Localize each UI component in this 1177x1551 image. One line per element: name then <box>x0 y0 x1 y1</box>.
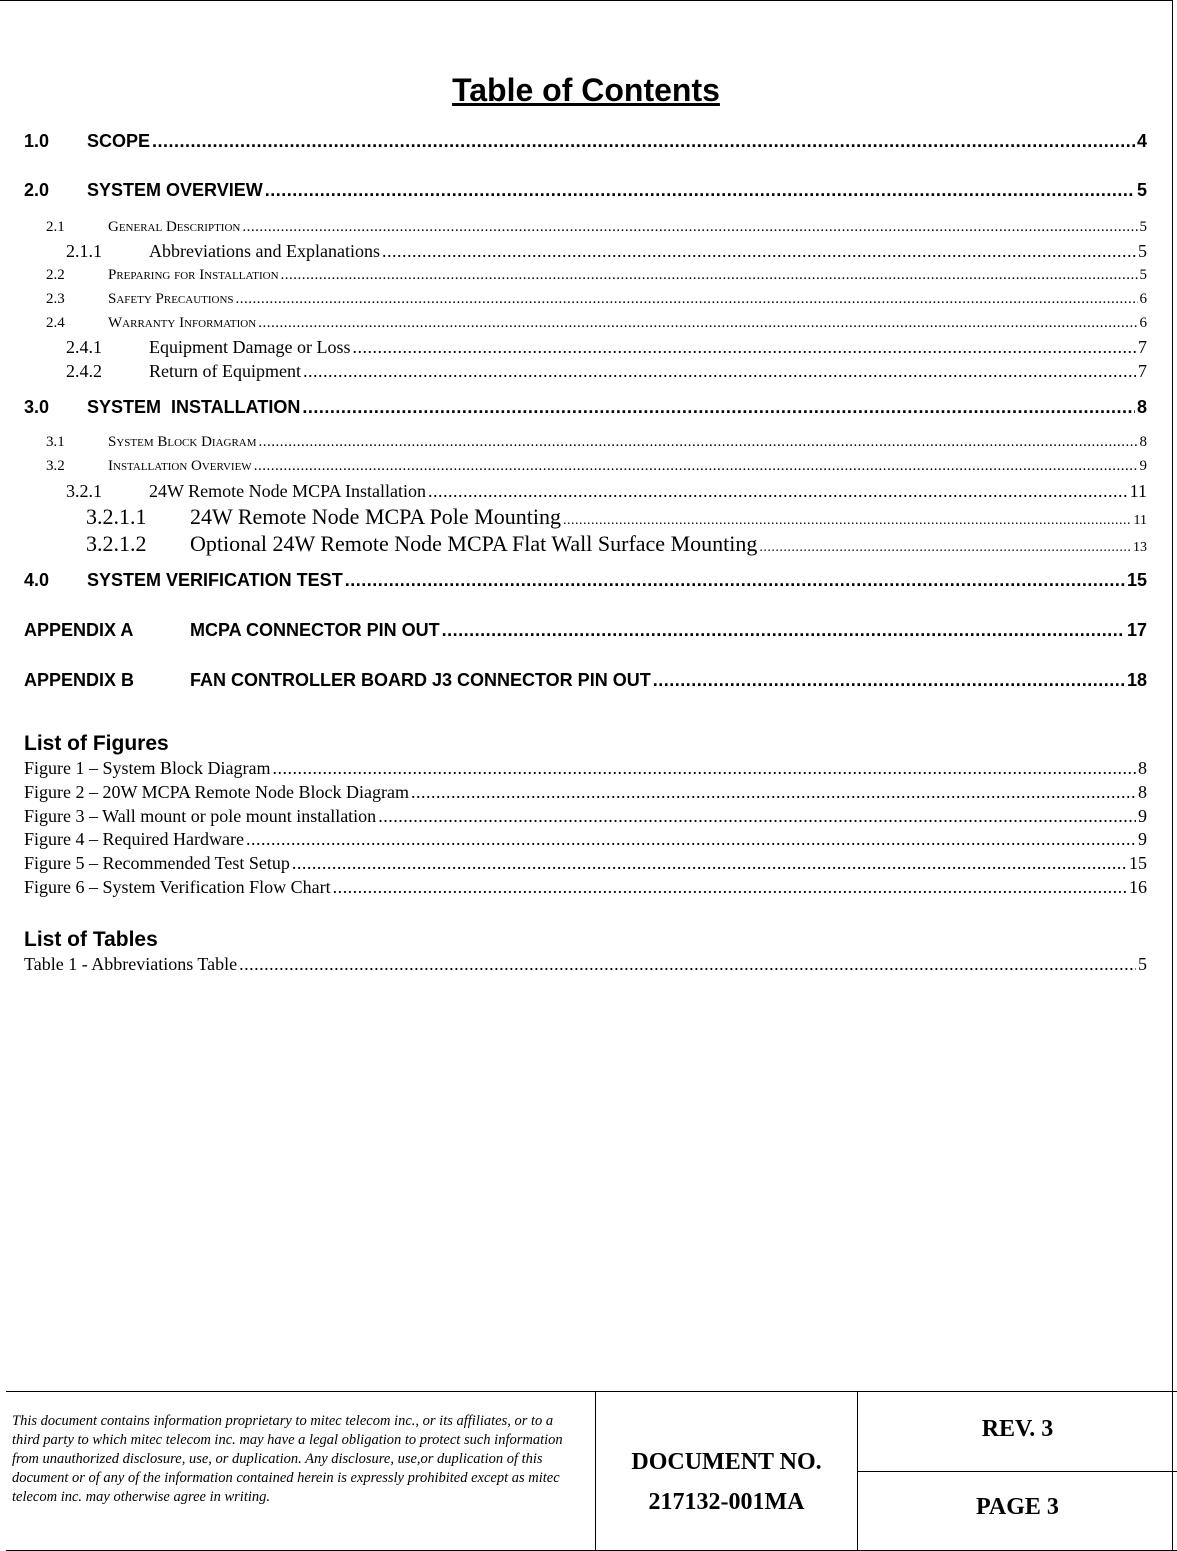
toc-page: 7 <box>1138 337 1147 357</box>
toc-number: 2.1 <box>46 219 65 235</box>
toc-number: 3.1 <box>46 434 65 450</box>
toc-page: 7 <box>1138 361 1147 381</box>
toc-page: 5 <box>1136 180 1147 200</box>
toc-title: Abbreviations and Explanations <box>149 241 380 261</box>
toc-number: APPENDIX B <box>24 670 135 690</box>
toc-leader <box>442 620 1125 641</box>
toc-entry-appendix-a[interactable] <box>24 620 1147 641</box>
toc-page: 11 <box>1129 481 1147 501</box>
toc-leader <box>242 219 1137 236</box>
toc-title: Safety Precautions <box>108 291 234 307</box>
toc-entry-system-installation[interactable] <box>24 397 1147 418</box>
toc-leader <box>272 758 1136 779</box>
figure-title: Figure 1 – System Block Diagram <box>24 758 271 778</box>
toc-leader <box>428 481 1128 502</box>
figure-entry[interactable] <box>24 853 1147 874</box>
page-number: PAGE 3 <box>976 1494 1059 1520</box>
toc-page: 6 <box>1139 291 1147 307</box>
toc-number: 4.0 <box>24 570 50 590</box>
toc-number: 3.2 <box>46 458 65 474</box>
toc-number: 2.4.2 <box>66 361 102 381</box>
toc-number: 1.0 <box>24 131 50 151</box>
toc-entry-return-equipment[interactable] <box>24 361 1147 382</box>
toc-page: 5 <box>1139 219 1147 235</box>
toc-entry-preparing-installation[interactable] <box>24 267 1147 284</box>
toc-number: 3.2.1 <box>66 481 102 501</box>
toc-leader <box>563 513 1132 529</box>
toc-entry-general-description[interactable] <box>24 219 1147 236</box>
table-title: Table 1 - Abbreviations Table <box>24 954 238 974</box>
toc-title: Installation Overview <box>108 458 252 474</box>
page-border-top <box>0 0 1173 1</box>
toc-leader <box>236 291 1138 308</box>
toc-entry-system-block-diagram[interactable] <box>24 434 1147 451</box>
toc-leader <box>258 315 1137 332</box>
toc-leader <box>281 267 1138 284</box>
toc-leader <box>653 670 1125 691</box>
toc-title: General Description <box>108 219 241 235</box>
toc-leader <box>254 458 1138 475</box>
toc-entry-mcpa-installation[interactable] <box>24 481 1147 502</box>
figure-page: 9 <box>1138 829 1147 849</box>
figure-title: Figure 4 – Required Hardware <box>24 829 244 849</box>
footer-divider <box>857 1471 1177 1472</box>
figure-page: 15 <box>1129 853 1147 873</box>
toc-number: 2.0 <box>24 180 50 200</box>
toc-page: 13 <box>1133 540 1147 555</box>
toc-title: Preparing for Installation <box>108 267 279 283</box>
toc-page: 8 <box>1136 397 1147 417</box>
figure-title: Figure 3 – Wall mount or pole mount installation <box>24 806 377 826</box>
toc-page: 15 <box>1126 570 1147 590</box>
toc-number: 2.3 <box>46 291 65 307</box>
toc-leader <box>265 180 1135 201</box>
toc-page: 17 <box>1126 620 1147 640</box>
toc-leader <box>302 397 1135 418</box>
toc-page: 6 <box>1139 315 1147 331</box>
toc-page: 11 <box>1133 513 1147 528</box>
table-entry[interactable] <box>24 954 1147 975</box>
toc-leader <box>239 954 1136 975</box>
toc-title: SYSTEM OVERVIEW <box>87 180 263 200</box>
toc-leader <box>246 829 1136 850</box>
toc-number: 2.1.1 <box>66 241 102 261</box>
toc-page: 5 <box>1139 267 1147 283</box>
page-title: Table of Contents <box>452 72 720 108</box>
figure-title: Figure 2 – 20W MCPA Remote Node Block Diagram <box>24 782 409 802</box>
toc-number: APPENDIX A <box>24 620 134 640</box>
document-number-block <box>596 1442 857 1522</box>
toc-leader <box>352 337 1136 358</box>
toc-leader <box>292 853 1127 874</box>
revision: REV. 3 <box>981 1416 1054 1442</box>
figure-entry[interactable] <box>24 829 1147 850</box>
figure-page: 16 <box>1129 877 1147 897</box>
toc-entry-safety-precautions[interactable] <box>24 291 1147 308</box>
figure-entry[interactable] <box>24 806 1147 827</box>
toc-entry-wall-mounting[interactable] <box>24 531 1147 557</box>
list-of-figures-heading: List of Figures <box>24 732 169 755</box>
list-of-tables-heading: List of Tables <box>24 928 158 951</box>
toc-entry-pole-mounting[interactable] <box>24 504 1147 530</box>
figure-page: 8 <box>1138 782 1147 802</box>
document-number: 217132-001MA <box>648 1489 805 1515</box>
toc-leader <box>411 782 1136 803</box>
toc-title: System Block Diagram <box>108 434 257 450</box>
toc-page: 5 <box>1138 241 1147 261</box>
toc-page: 4 <box>1136 131 1147 151</box>
toc-entry-system-overview[interactable] <box>24 180 1147 201</box>
toc-leader <box>378 806 1136 827</box>
toc-title: MCPA CONNECTOR PIN OUT <box>190 620 440 640</box>
toc-number: 2.4.1 <box>66 337 102 357</box>
toc-number: 3.2.1.2 <box>86 531 147 556</box>
page-border-right <box>1172 0 1173 1550</box>
figure-page: 9 <box>1138 806 1147 826</box>
toc-entry-abbreviations[interactable] <box>24 241 1147 262</box>
toc-leader <box>333 877 1127 898</box>
toc-entry-warranty-information[interactable] <box>24 315 1147 332</box>
figure-page: 8 <box>1138 758 1147 778</box>
toc-number: 3.0 <box>24 397 50 417</box>
toc-number: 2.4 <box>46 315 65 331</box>
figure-title: Figure 5 – Recommended Test Setup <box>24 853 290 873</box>
toc-title: Equipment Damage or Loss <box>149 337 351 357</box>
toc-number: 3.2.1.1 <box>86 504 147 529</box>
document-footer <box>6 1391 1177 1551</box>
toc-leader <box>303 361 1136 382</box>
toc-page: 18 <box>1126 670 1147 690</box>
toc-entry-scope[interactable] <box>24 131 1147 152</box>
figure-title: Figure 6 – System Verification Flow Chart <box>24 877 331 897</box>
toc-leader <box>382 241 1136 262</box>
toc-entry-equipment-damage[interactable] <box>24 337 1147 358</box>
figure-entry[interactable] <box>24 877 1147 898</box>
toc-leader <box>345 570 1125 591</box>
toc-title: SYSTEM VERIFICATION TEST <box>87 570 343 590</box>
toc-title: 24W Remote Node MCPA Pole Mounting <box>190 504 561 529</box>
toc-entry-appendix-b[interactable] <box>24 670 1147 691</box>
toc-title: FAN CONTROLLER BOARD J3 CONNECTOR PIN OUT <box>190 670 651 690</box>
toc-entry-system-verification[interactable] <box>24 570 1147 591</box>
toc-title: SCOPE <box>87 131 151 151</box>
toc-entry-installation-overview[interactable] <box>24 458 1147 475</box>
table-page: 5 <box>1138 954 1147 974</box>
toc-page: 9 <box>1139 458 1147 474</box>
document-number-label: DOCUMENT NO. <box>631 1449 822 1475</box>
figure-entry[interactable] <box>24 758 1147 779</box>
toc-title: SYSTEM INSTALLATION <box>87 397 301 417</box>
proprietary-notice: This document contains information proprietary to mitec telecom inc., or its affiliates, or to a third party to which mitec telecom inc. may have a legal obligation to protect such information from unauthorized disclosure, use, or duplication. Any disclosure, use,or duplication of this document or of any of the information contained herein is expressly prohibited except as mitec telecom inc. may otherwise agree in writing. <box>12 1413 563 1505</box>
toc-leader <box>259 434 1138 451</box>
toc-title: Optional 24W Remote Node MCPA Flat Wall Surface Mounting <box>190 531 758 556</box>
toc-number: 2.2 <box>46 267 65 283</box>
figure-entry[interactable] <box>24 782 1147 803</box>
toc-page: 8 <box>1139 434 1147 450</box>
toc-title: Warranty Information <box>108 315 257 331</box>
toc-leader <box>759 540 1131 556</box>
toc-title: 24W Remote Node MCPA Installation <box>149 481 426 501</box>
toc-title: Return of Equipment <box>149 361 301 381</box>
toc-leader <box>152 131 1135 152</box>
